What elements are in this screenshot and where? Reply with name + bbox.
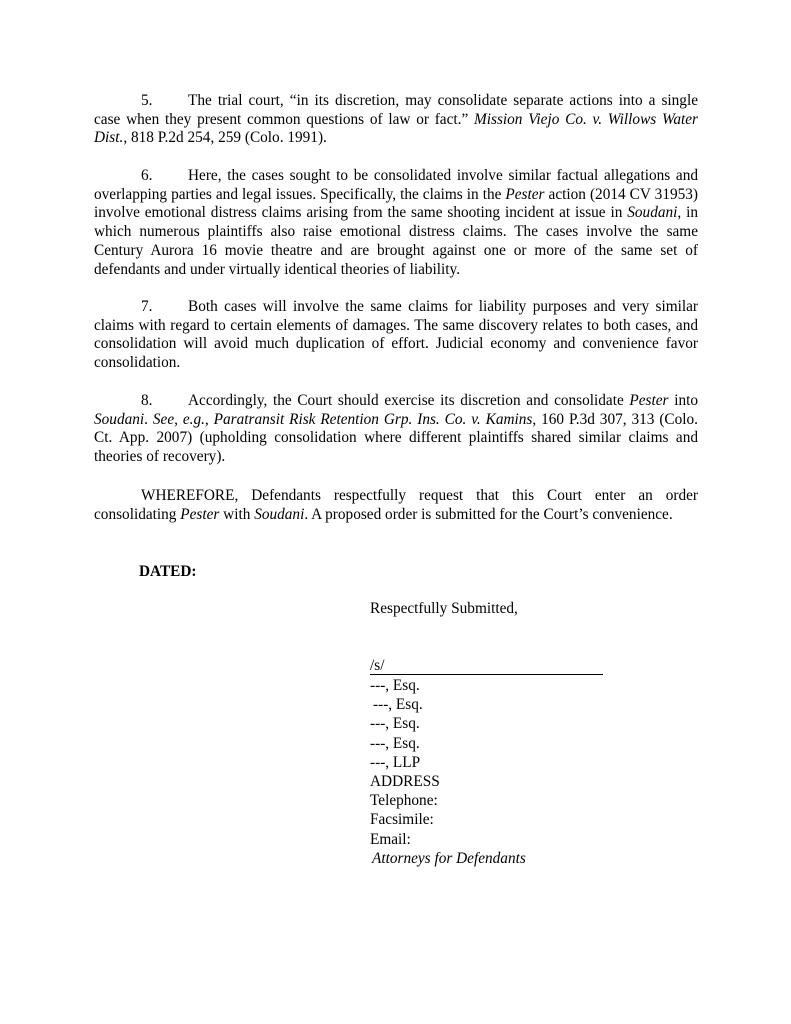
signature-details — [370, 677, 610, 869]
dated-label: DATED: — [139, 563, 197, 580]
firm-name: ---, LLP — [370, 753, 421, 771]
paragraph-number: 5. — [141, 92, 153, 109]
telephone-label: Telephone: — [370, 792, 438, 810]
attorney-role — [370, 850, 610, 869]
email-label: Email: — [370, 830, 411, 848]
paragraph-text: WHEREFORE, Defendants respectfully request that this Court enter an order consolidating — [94, 487, 698, 523]
case-citation: See, e.g., Paratransit Risk Retention Grp. Ins. Co. v. Kamins — [152, 410, 533, 428]
paragraph-text: . A proposed order is submitted for the Court’s convenience. — [304, 505, 673, 523]
case-name: Pester — [629, 392, 669, 409]
attorney-name: ---, Esq. — [370, 715, 420, 733]
paragraph-text: into — [668, 392, 698, 409]
paragraph-text: . — [144, 410, 153, 428]
paragraph-text: action (2014 CV 31953) involve emotional distress claims arising from the same shooting incident at issue in — [94, 185, 699, 222]
paragraph-7 — [94, 298, 698, 373]
paragraph-text: , 160 P.3d 307, 313 (Colo. Ct. App. 2007) (upholding consolidation where different plaintiffs shared similar claims and theories of recovery). — [94, 410, 698, 466]
paragraph-text: Both cases will involve the same claims for liability purposes and very similar claims with regard to certain elements of damages. The same discovery relates to both cases, and consolidation will avoid much duplication of effort. Judicial economy and convenience favor consolidation. — [94, 298, 698, 372]
paragraph-5 — [94, 92, 698, 148]
paragraph-text: The trial court, “in its discretion, may consolidate separate actions into a single case when they present common questions of law or fact.” — [94, 92, 698, 128]
case-name: Soudani — [94, 410, 145, 428]
paragraph-text: , 818 P.2d 254, 259 (Colo. 1991). — [123, 129, 327, 147]
attorney-name: ---, Esq. — [370, 734, 420, 752]
case-name: Pester — [505, 185, 545, 203]
attorney-name: ---, Esq. — [373, 696, 423, 714]
firm-address: ADDRESS — [370, 772, 440, 790]
case-name: Soudani — [627, 204, 678, 222]
paragraph-number: 6. — [141, 167, 153, 184]
paragraph-text: Accordingly, the Court should exercise its discretion and consolidate — [188, 392, 630, 409]
wherefore-paragraph — [94, 487, 698, 524]
paragraph-8 — [94, 392, 698, 467]
paragraph-6 — [94, 167, 698, 279]
attorney-name: ---, Esq. — [370, 677, 420, 694]
case-citation: Mission Viejo Co. v. Willows Water Dist. — [94, 110, 698, 147]
signature-closing: Respectfully Submitted, — [370, 600, 518, 617]
case-name: Pester — [180, 505, 220, 523]
case-name: Soudani — [254, 505, 305, 523]
signature-slash-s: /s/ — [370, 657, 385, 674]
paragraph-number: 7. — [141, 298, 153, 315]
attorney-role-text: Attorneys for Defendants — [372, 849, 526, 867]
signature-line — [370, 657, 603, 675]
paragraph-text: with — [219, 505, 255, 523]
facsimile-label: Facsimile: — [370, 811, 434, 829]
paragraph-text: Here, the cases sought to be consolidated involve similar factual allegations and overlapping parties and legal issues. Specifically, the claims in the — [94, 167, 698, 203]
paragraph-number: 8. — [141, 392, 153, 409]
paragraph-text: , in which numerous plaintiffs also raise emotional distress claims. The cases involve the same Century Aurora 16 movie theatre and are brought against one or more of the same set of defendants and under virtually identical theories of liability. — [94, 204, 698, 278]
